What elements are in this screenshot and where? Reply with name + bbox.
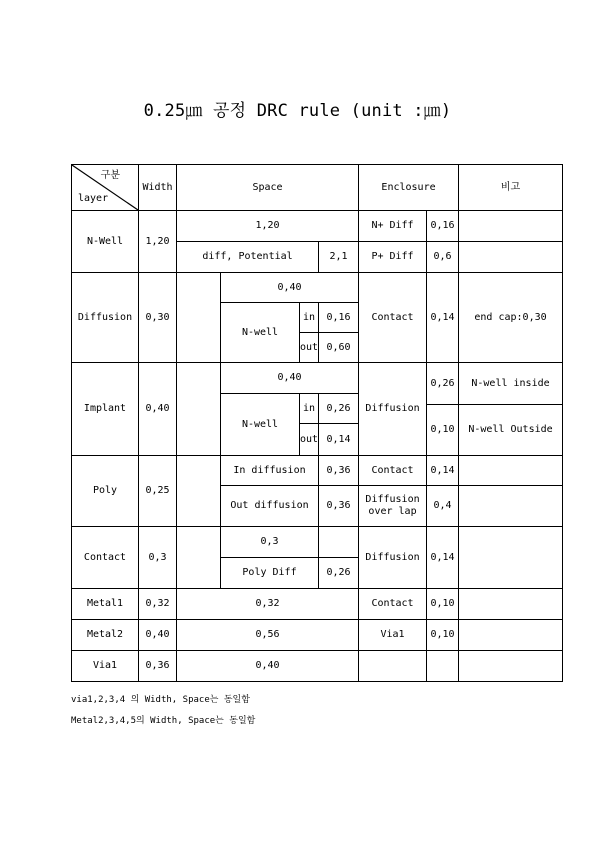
implant-enc-label: Diffusion: [359, 363, 427, 456]
nwell-remark2: [459, 242, 563, 273]
header-enclosure: Enclosure: [359, 165, 459, 211]
implant-nwell-label: N-well: [221, 394, 300, 456]
implant-out-val: 0,14: [319, 424, 359, 456]
implant-remark1: N-well inside: [459, 363, 563, 405]
metal1-space: 0,32: [177, 589, 359, 620]
poly-space1-val: 0,36: [319, 456, 359, 486]
header-category-cell: [72, 165, 139, 211]
diffusion-space: 0,40: [221, 273, 359, 303]
contact-space2-label: Poly Diff: [221, 558, 319, 589]
contact-remark: [459, 527, 563, 589]
layer-contact: Contact: [72, 527, 139, 589]
header-layer: layer: [78, 193, 109, 204]
nwell-remark1: [459, 211, 563, 242]
diffusion-enc-val: 0,14: [427, 273, 459, 363]
implant-in-label: in: [300, 394, 319, 424]
nwell-width: 1,20: [139, 211, 177, 273]
diffusion-nwell-label: N-well: [221, 303, 300, 363]
via1-enc-label: [359, 651, 427, 682]
implant-width: 0,40: [139, 363, 177, 456]
poly-remark1: [459, 456, 563, 486]
implant-out-label: out: [300, 424, 319, 456]
via1-remark: [459, 651, 563, 682]
layer-metal2: Metal2: [72, 620, 139, 651]
footnote: via1,2,3,4 의 Width, Space는 동일함: [71, 695, 250, 705]
poly-remark2: [459, 486, 563, 527]
layer-implant: Implant: [72, 363, 139, 456]
header-remark: 비고: [459, 165, 563, 211]
poly-enc2-label: Diffusion over lap: [359, 486, 427, 527]
via1-space: 0,40: [177, 651, 359, 682]
metal1-enc-val: 0,10: [427, 589, 459, 620]
implant-space-blank: [177, 363, 221, 456]
nwell-space-diff-val: 2,1: [319, 242, 359, 273]
header-space: Space: [177, 165, 359, 211]
poly-space-blank: [177, 456, 221, 527]
diffusion-out-label: out: [300, 333, 319, 363]
via1-enc-val: [427, 651, 459, 682]
layer-poly: Poly: [72, 456, 139, 527]
diffusion-width: 0,30: [139, 273, 177, 363]
implant-in-val: 0,26: [319, 394, 359, 424]
layer-diffusion: Diffusion: [72, 273, 139, 363]
contact-space2-val: 0,26: [319, 558, 359, 589]
footnote: Metal2,3,4,5의 Width, Space는 동일함: [71, 716, 256, 726]
metal1-enc-label: Contact: [359, 589, 427, 620]
poly-enc2-val: 0,4: [427, 486, 459, 527]
metal2-enc-label: Via1: [359, 620, 427, 651]
nwell-enc2-val: 0,6: [427, 242, 459, 273]
diffusion-out-val: 0,60: [319, 333, 359, 363]
poly-space1-label: In diffusion: [221, 456, 319, 486]
metal2-remark: [459, 620, 563, 651]
metal2-space: 0,56: [177, 620, 359, 651]
page-title: 0.25㎛ 공정 DRC rule (unit :㎛): [143, 101, 452, 121]
poly-space2-label: Out diffusion: [221, 486, 319, 527]
via1-width: 0,36: [139, 651, 177, 682]
footnotes: [71, 690, 255, 732]
diffusion-space-blank: [177, 273, 221, 363]
header-width: Width: [139, 165, 177, 211]
contact-space-val-blank: [319, 527, 359, 558]
diffusion-remark: end cap:0,30: [459, 273, 563, 363]
poly-enc1-label: Contact: [359, 456, 427, 486]
drc-rule-table: [71, 164, 563, 682]
nwell-space: 1,20: [177, 211, 359, 242]
implant-enc-val1: 0,26: [427, 363, 459, 405]
implant-enc-val2: 0,10: [427, 405, 459, 456]
implant-remark2: N-well Outside: [459, 405, 563, 456]
poly-space2-val: 0,36: [319, 486, 359, 527]
metal2-enc-val: 0,10: [427, 620, 459, 651]
diffusion-enc-label: Contact: [359, 273, 427, 363]
poly-width: 0,25: [139, 456, 177, 527]
nwell-enc1-val: 0,16: [427, 211, 459, 242]
diffusion-in-label: in: [300, 303, 319, 333]
contact-enc-val: 0,14: [427, 527, 459, 589]
metal2-width: 0,40: [139, 620, 177, 651]
contact-space: 0,3: [221, 527, 319, 558]
layer-nwell: N-Well: [72, 211, 139, 273]
metal1-remark: [459, 589, 563, 620]
nwell-space-diff-label: diff, Potential: [177, 242, 319, 273]
poly-enc1-val: 0,14: [427, 456, 459, 486]
nwell-enc1-label: N+ Diff: [359, 211, 427, 242]
implant-space: 0,40: [221, 363, 359, 394]
metal1-width: 0,32: [139, 589, 177, 620]
contact-enc-label: Diffusion: [359, 527, 427, 589]
contact-width: 0,3: [139, 527, 177, 589]
nwell-enc2-label: P+ Diff: [359, 242, 427, 273]
contact-space-blank: [177, 527, 221, 589]
layer-metal1: Metal1: [72, 589, 139, 620]
header-category: 구분: [100, 170, 120, 181]
layer-via1: Via1: [72, 651, 139, 682]
diffusion-in-val: 0,16: [319, 303, 359, 333]
